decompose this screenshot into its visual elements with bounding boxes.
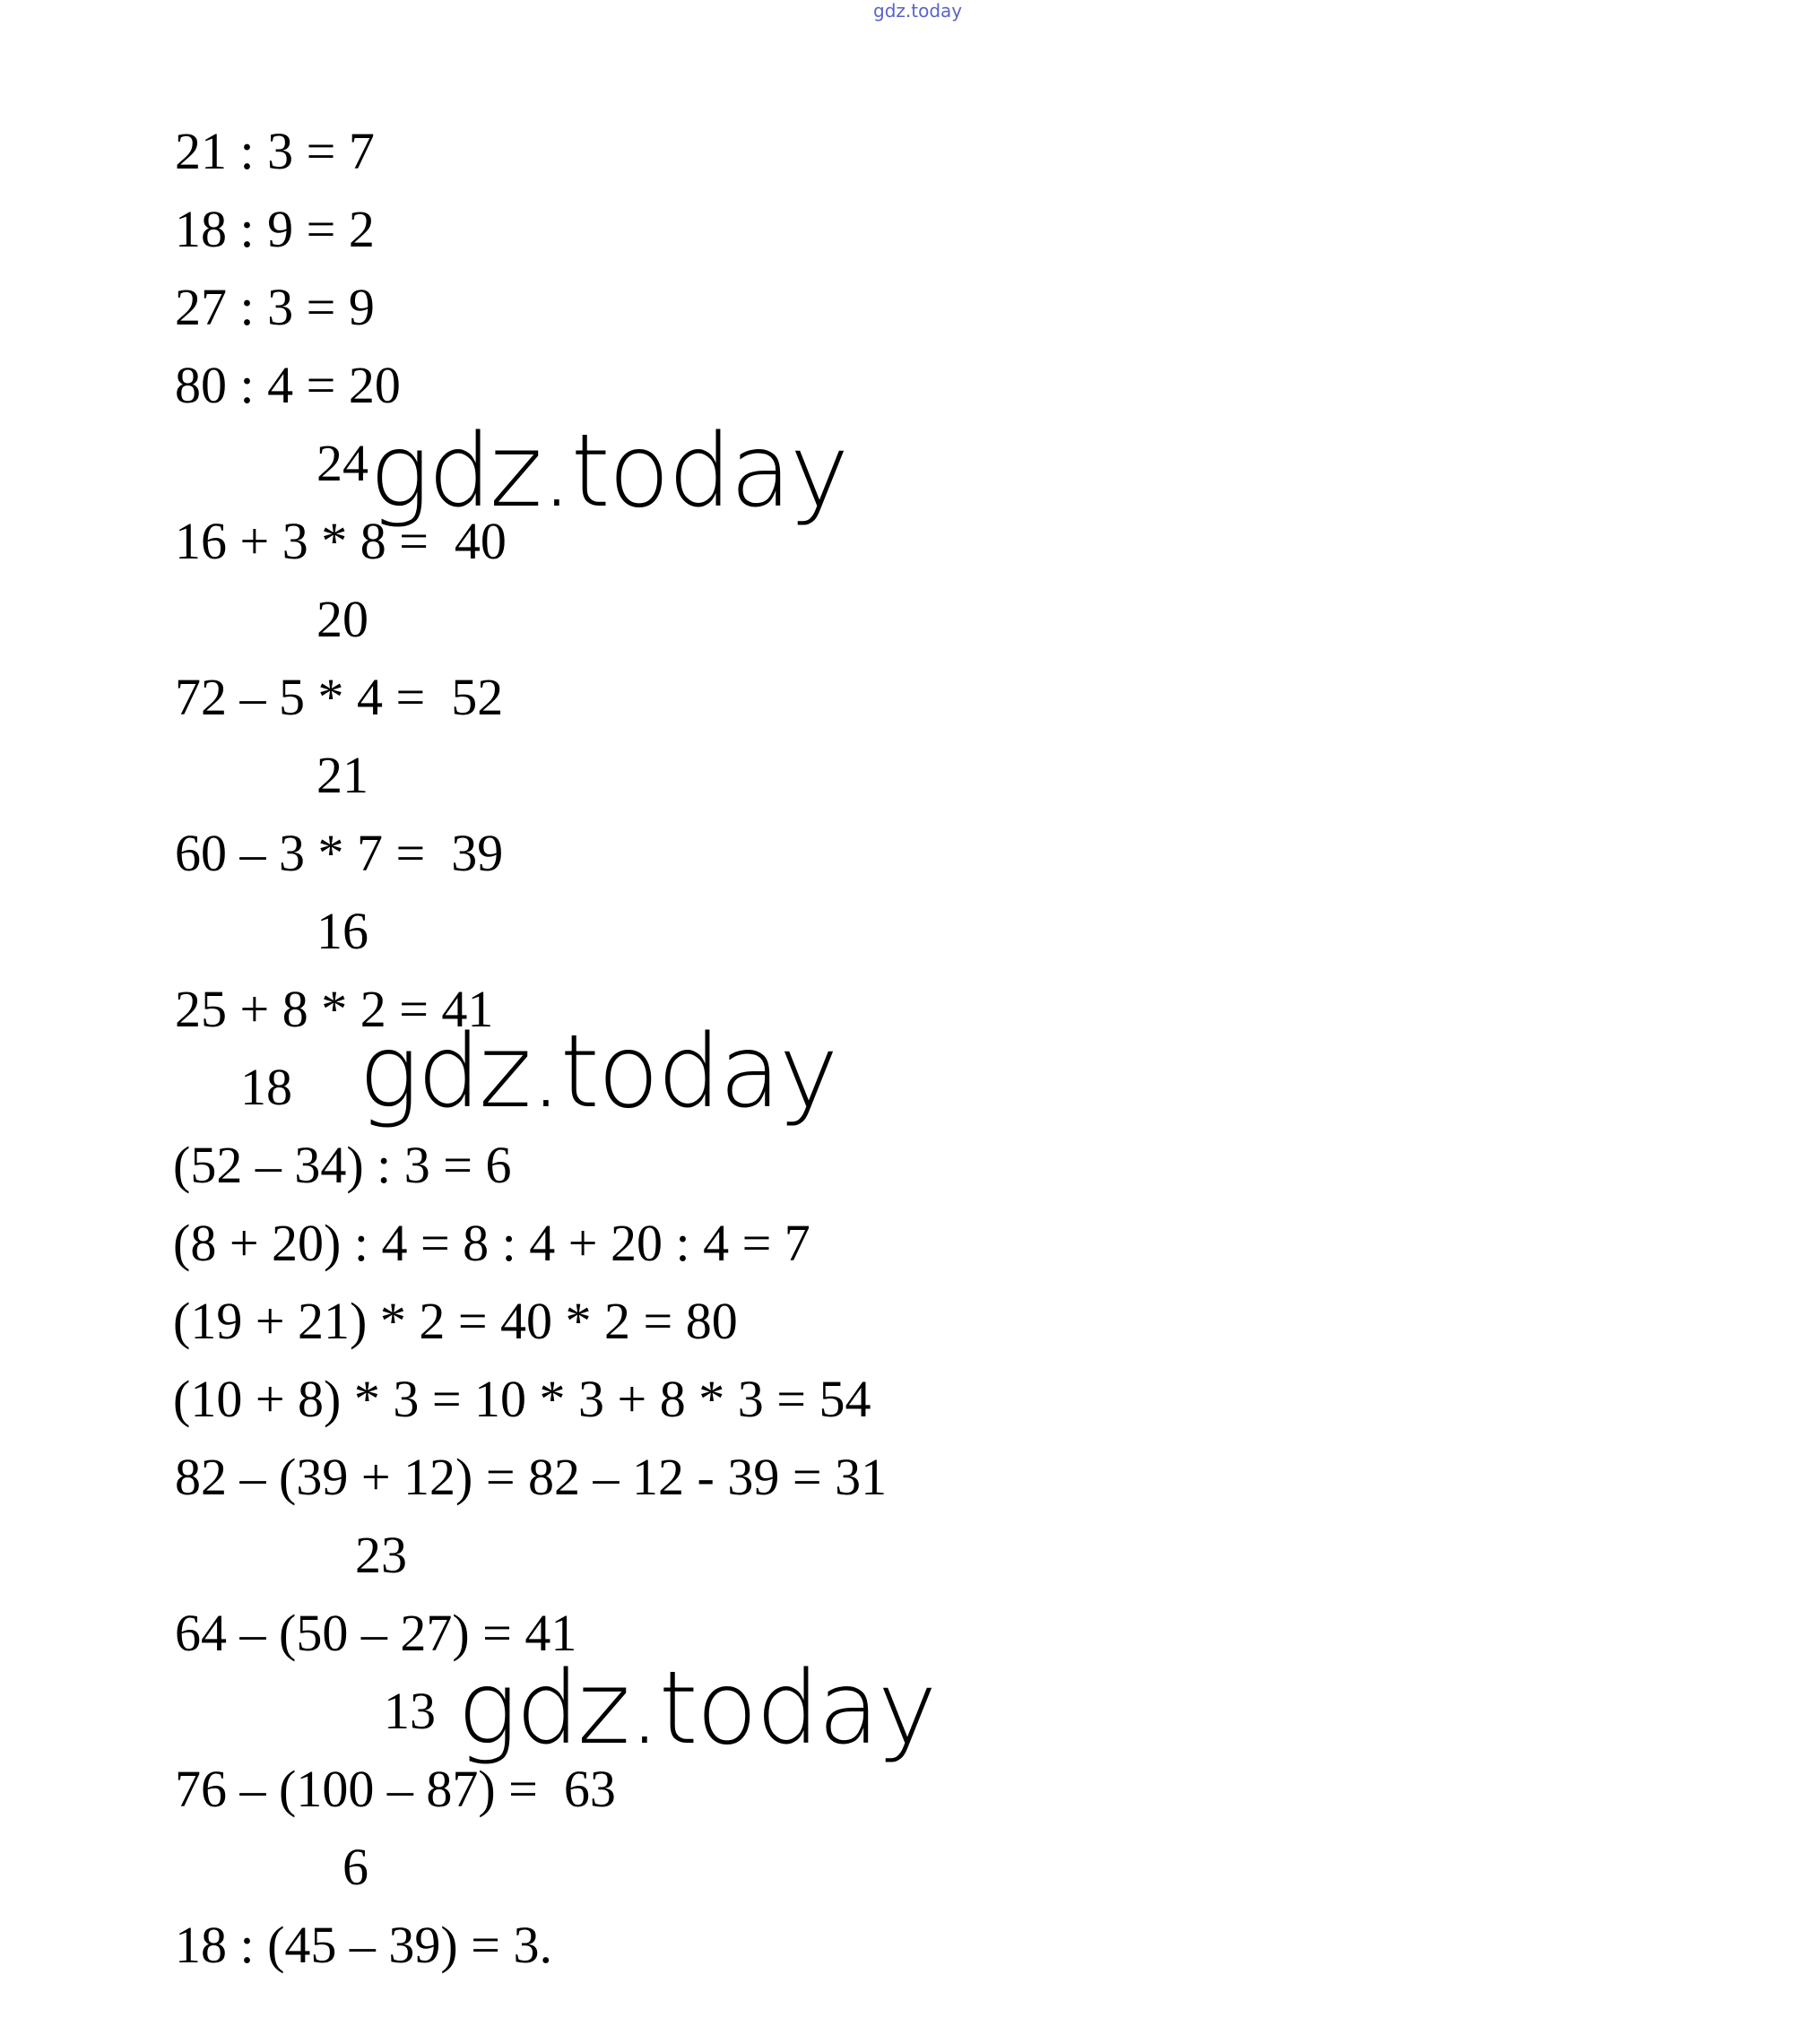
equation-line: (8 + 20) : 4 = 8 : 4 + 20 : 4 = 7 xyxy=(173,1214,810,1272)
intermediate-result: 13 xyxy=(384,1682,436,1740)
equation-line: 80 : 4 = 20 xyxy=(175,356,401,414)
intermediate-result: 21 xyxy=(316,746,368,804)
watermark-text: gdz.today xyxy=(457,1650,936,1767)
intermediate-result: 20 xyxy=(316,590,368,648)
equation-line: 27 : 3 = 9 xyxy=(175,278,375,336)
watermark-text: gdz.today xyxy=(369,413,848,530)
equation-line: (19 + 21) * 2 = 40 * 2 = 80 xyxy=(173,1292,738,1350)
equation-line: 60 – 3 * 7 = 39 xyxy=(175,824,504,882)
equation-line: (10 + 8) * 3 = 10 * 3 + 8 * 3 = 54 xyxy=(173,1370,871,1428)
equation-line: 76 – (100 – 87) = 63 xyxy=(175,1760,616,1818)
equation-line: 18 : (45 – 39) = 3. xyxy=(175,1916,552,1974)
equation-line: 64 – (50 – 27) = 41 xyxy=(175,1604,577,1662)
equation-line: 16 + 3 * 8 = 40 xyxy=(175,512,507,570)
equation-line: 21 : 3 = 7 xyxy=(175,122,375,180)
intermediate-result: 23 xyxy=(355,1526,407,1584)
intermediate-result: 16 xyxy=(316,902,368,960)
header-watermark: gdz.today xyxy=(873,0,963,22)
intermediate-result: 18 xyxy=(240,1058,292,1116)
intermediate-result: 24 xyxy=(316,434,368,492)
equation-line: 25 + 8 * 2 = 41 xyxy=(175,980,494,1038)
equation-line: 72 – 5 * 4 = 52 xyxy=(175,668,504,726)
equation-line: 82 – (39 + 12) = 82 – 12 - 39 = 31 xyxy=(175,1448,888,1506)
equation-line: 18 : 9 = 2 xyxy=(175,200,375,258)
watermark-text: gdz.today xyxy=(359,1014,837,1130)
intermediate-result: 6 xyxy=(342,1838,368,1896)
equation-line: (52 – 34) : 3 = 6 xyxy=(173,1136,512,1194)
